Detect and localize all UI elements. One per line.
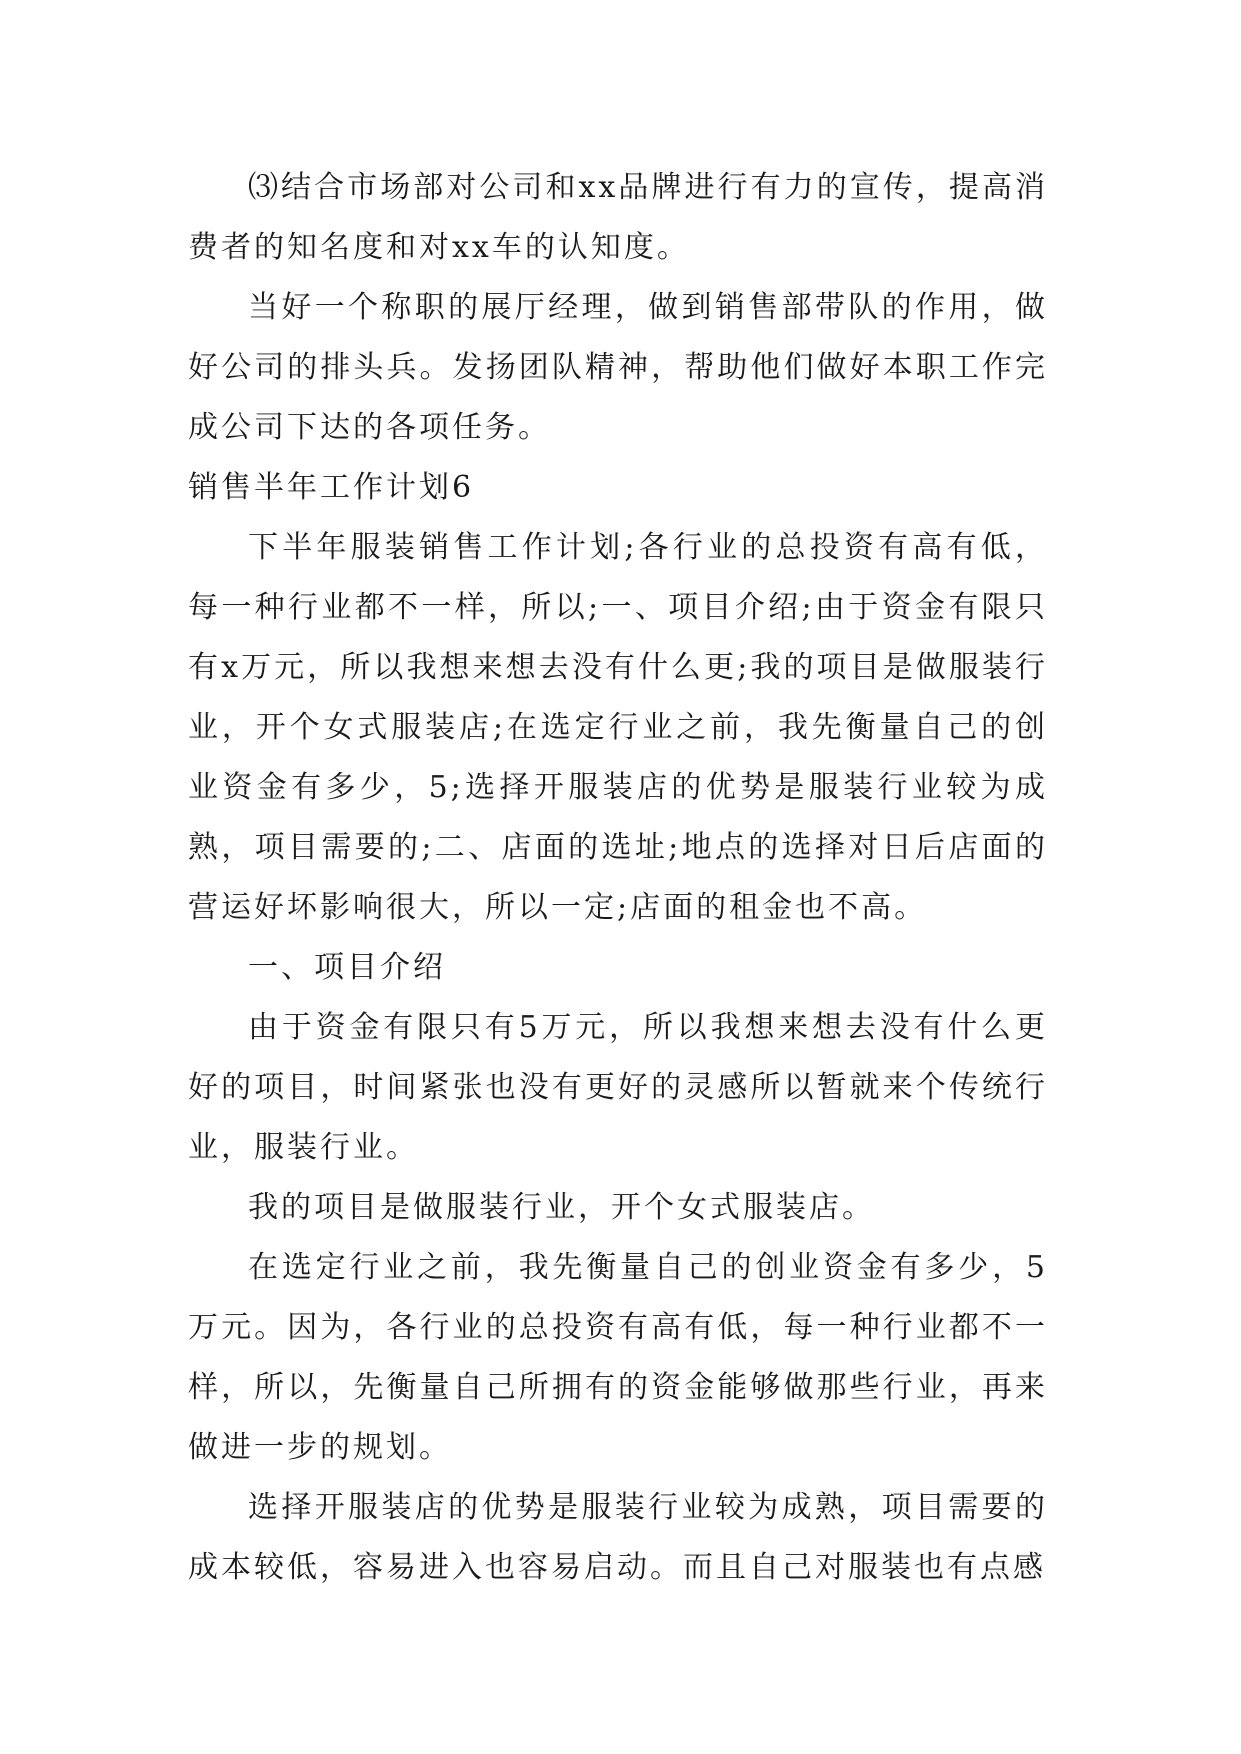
paragraph: 我的项目是做服装行业，开个女式服装店。 xyxy=(248,1190,875,1225)
document-body xyxy=(188,158,1048,1598)
paragraph: 选择开服装店的优势是服装行业较为成熟，项目需要的成本较低，容易进入也容易启动。而且自己对服装也有点感 xyxy=(188,1490,1048,1585)
paragraph: 由于资金有限只有5万元，所以我想来想去没有什么更好的项目，时间紧张也没有更好的灵感所以暂就来个传统行业，服装行业。 xyxy=(188,1010,1048,1165)
subheading: 一、项目介绍 xyxy=(248,950,446,985)
paragraph: 在选定行业之前，我先衡量自己的创业资金有多少，5万元。因为，各行业的总投资有高有低，每一种行业都不一样，所以，先衡量自己所拥有的资金能够做那些行业，再来做进一步的规划。 xyxy=(188,1250,1048,1465)
section-title: 销售半年工作计划6 xyxy=(188,470,475,505)
paragraph: 当好一个称职的展厅经理，做到销售部带队的作用，做好公司的排头兵。发扬团队精神，帮助他们做好本职工作完成公司下达的各项任务。 xyxy=(188,290,1048,445)
paragraph: 下半年服装销售工作计划;各行业的总投资有高有低，每一种行业都不一样，所以;一、项目介绍;由于资金有限只有x万元，所以我想来想去没有什么更;我的项目是做服装行业，开个女式服装店;在选定行业之前，我先衡量自己的创业资金有多少，5;选择开服装店的优势是服装行业较为成熟，项目需要的;二、店面的选址;地点的选择对日后店面的营运好坏影响很大，所以一定;店面的租金也不高。 xyxy=(188,530,1048,925)
paragraph: ⑶结合市场部对公司和xx品牌进行有力的宣传，提高消费者的知名度和对xx车的认知度。 xyxy=(188,170,1048,265)
